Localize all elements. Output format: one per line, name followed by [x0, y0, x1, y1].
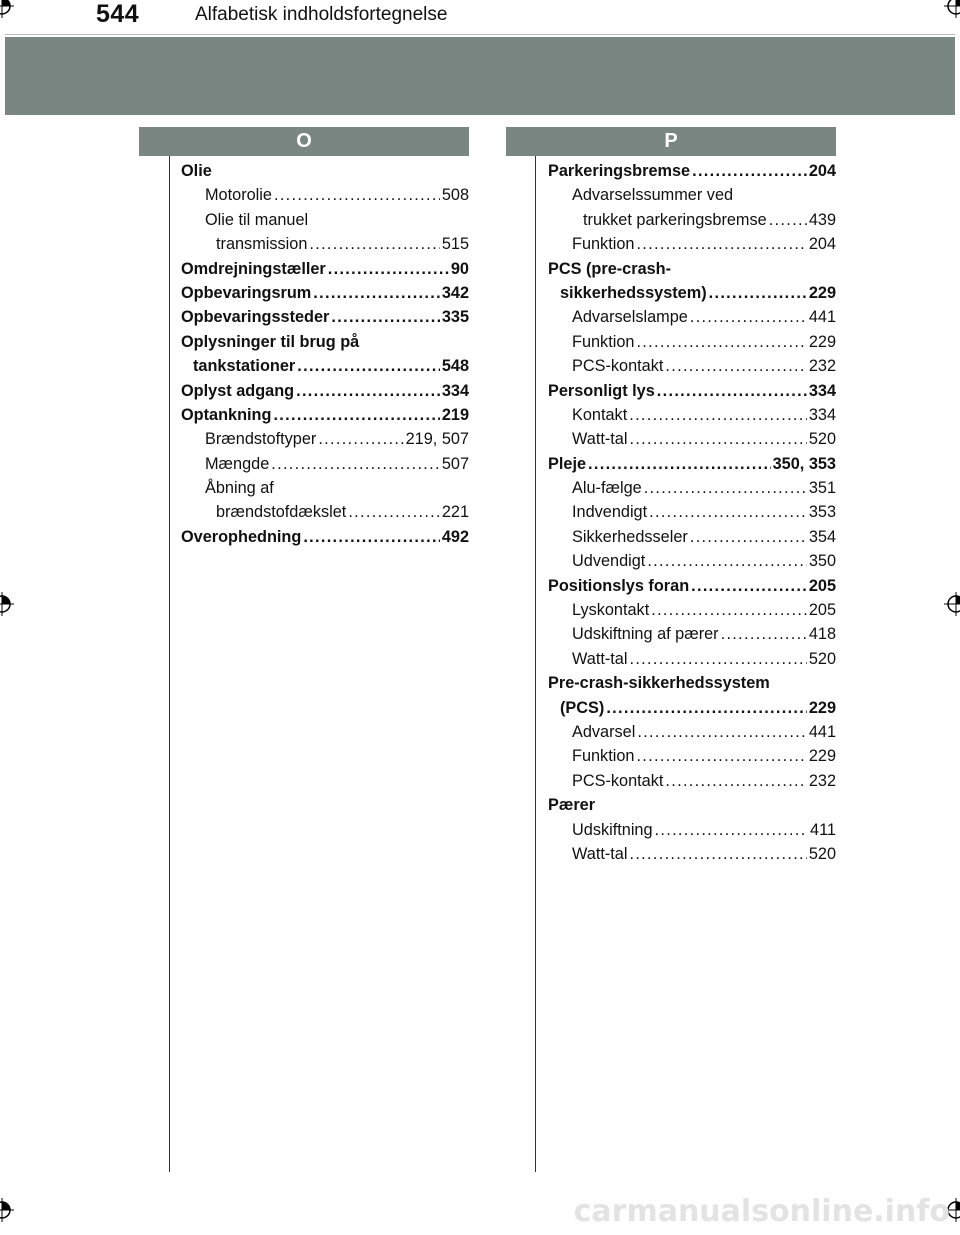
- index-entry-page: 520: [808, 649, 836, 668]
- index-entry-term: Opbevaringsrum: [181, 283, 312, 302]
- index-entry-page: 334: [808, 381, 836, 400]
- index-entry-page: 418: [808, 625, 836, 644]
- index-entry-term: Overophedning: [181, 527, 302, 546]
- index-entry-page: 350: [808, 552, 836, 571]
- index-entry: [181, 281, 469, 305]
- index-entry-term: Opbevaringssteder: [181, 308, 330, 327]
- column-divider-left: [169, 156, 170, 1172]
- index-entry-term: Funktion: [572, 332, 635, 351]
- index-entry: [548, 525, 836, 549]
- index-entry: [548, 574, 836, 598]
- index-entry-term: Advarsel: [572, 722, 636, 741]
- index-entry-term: Omdrejningstæller: [181, 259, 326, 278]
- index-entry-term: Watt-tal: [572, 844, 628, 863]
- leader-dots: [637, 720, 806, 744]
- leader-dots: [313, 281, 440, 305]
- index-entry: [548, 622, 836, 646]
- header-band: [5, 37, 955, 115]
- leader-dots: [629, 647, 806, 671]
- index-entry: [181, 208, 469, 232]
- index-entry: [548, 257, 836, 281]
- index-entry-page: 229: [808, 332, 836, 351]
- index-entry: [181, 452, 469, 476]
- index-entry-page: 351: [808, 479, 836, 498]
- index-entry: [548, 452, 836, 476]
- index-entry-term: brændstofdækslet: [216, 503, 347, 522]
- index-entry: [548, 671, 836, 695]
- index-entry: [181, 354, 469, 378]
- index-entry: [548, 842, 836, 866]
- column-divider-right: [535, 156, 536, 1172]
- index-entry-page: 219: [441, 405, 469, 424]
- index-entry: [548, 549, 836, 573]
- index-entry: [181, 476, 469, 500]
- index-entry: [548, 769, 836, 793]
- registration-mark-icon: [944, 592, 960, 616]
- index-entry-term: Funktion: [572, 747, 635, 766]
- index-entry-term: Alu-fælge: [572, 479, 642, 498]
- index-entry-page: 342: [441, 283, 469, 302]
- index-entry: [181, 159, 469, 183]
- index-entry: [548, 232, 836, 256]
- index-entry-page: 520: [808, 430, 836, 449]
- index-entry-term: Watt-tal: [572, 649, 628, 668]
- index-entry: [548, 403, 836, 427]
- index-entry-term: Oplysninger til brug på: [181, 332, 360, 351]
- index-entry-term: sikkerhedssystem): [560, 283, 707, 302]
- leader-dots: [629, 427, 806, 451]
- leader-dots: [665, 769, 806, 793]
- leader-dots: [309, 232, 439, 256]
- index-entry: [548, 354, 836, 378]
- index-entry-term: Pleje: [548, 454, 587, 473]
- leader-dots: [588, 452, 771, 476]
- header-rule: [5, 34, 955, 35]
- index-entry-term: PCS-kontakt: [572, 357, 664, 376]
- index-entry-term: Pærer: [548, 796, 596, 815]
- index-entry-term: Lyskontakt: [572, 601, 650, 620]
- index-entry-term: Motorolie: [205, 186, 272, 205]
- index-entry: [181, 305, 469, 329]
- index-entry: [181, 183, 469, 207]
- registration-mark-icon: [944, 0, 960, 18]
- index-entry-page: 90: [450, 259, 469, 278]
- header-title: Alfabetisk indholdsfortegnelse: [195, 4, 448, 25]
- leader-dots: [348, 500, 440, 524]
- index-entry-page: 219, 507: [405, 430, 469, 449]
- index-entry-term: Udskiftning: [572, 820, 653, 839]
- index-entry-page: 350, 353: [772, 454, 836, 473]
- index-entry-term: Udvendigt: [572, 552, 646, 571]
- index-entry-page: 232: [808, 357, 836, 376]
- index-entry-term: Advarselslampe: [572, 308, 688, 327]
- registration-mark-icon: [0, 1198, 14, 1222]
- index-entry: [548, 500, 836, 524]
- registration-mark-icon: [0, 592, 14, 616]
- index-column-o: [181, 159, 469, 549]
- index-entry-term: Watt-tal: [572, 430, 628, 449]
- index-entry-page: 204: [808, 162, 836, 180]
- leader-dots: [636, 232, 806, 256]
- index-entry-term: transmission: [216, 235, 308, 254]
- index-entry: [548, 720, 836, 744]
- index-entry: [181, 257, 469, 281]
- index-entry-page: 229: [808, 698, 836, 717]
- index-entry-term: Optankning: [181, 405, 272, 424]
- section-letter-o: O: [139, 127, 469, 156]
- index-entry-page: 335: [441, 308, 469, 327]
- leader-dots: [331, 305, 439, 329]
- registration-mark-icon: [0, 0, 14, 18]
- leader-dots: [318, 427, 403, 451]
- index-entry: [548, 476, 836, 500]
- leader-dots: [657, 379, 807, 403]
- index-entry: [548, 793, 836, 817]
- index-entry-page: 507: [441, 454, 469, 473]
- index-entry: [181, 330, 469, 354]
- page-number: 544: [96, 0, 140, 28]
- leader-dots: [297, 354, 440, 378]
- index-entry-term: Sikkerhedsseler: [572, 527, 688, 546]
- index-entry: [548, 379, 836, 403]
- index-entry-page: 204: [808, 235, 836, 254]
- index-entry-term: Olie: [181, 162, 212, 180]
- index-entry: [548, 818, 836, 842]
- index-entry: [181, 232, 469, 256]
- index-entry-term: Oplyst adgang: [181, 381, 295, 400]
- leader-dots: [647, 549, 807, 573]
- index-entry-page: 441: [808, 308, 836, 327]
- leader-dots: [271, 452, 440, 476]
- index-entry: [181, 500, 469, 524]
- leader-dots: [709, 281, 807, 305]
- index-entry-term: Personligt lys: [548, 381, 655, 400]
- leader-dots: [769, 208, 807, 232]
- leader-dots: [303, 525, 440, 549]
- leader-dots: [274, 183, 440, 207]
- index-entry-term: Indvendigt: [572, 503, 648, 522]
- index-entry-page: 411: [810, 820, 836, 839]
- leader-dots: [296, 379, 440, 403]
- leader-dots: [606, 696, 807, 720]
- index-entry-term: Udskiftning af pærer: [572, 625, 719, 644]
- index-entry-page: 548: [441, 357, 469, 376]
- section-letter-p: P: [506, 127, 836, 156]
- index-entry-page: 508: [441, 186, 469, 205]
- index-entry-term: Åbning af: [205, 479, 274, 498]
- leader-dots: [328, 257, 449, 281]
- index-entry-page: 439: [808, 210, 836, 229]
- index-entry-term: tankstationer: [193, 357, 296, 376]
- index-entry-page: 229: [808, 283, 836, 302]
- index-entry: [548, 281, 836, 305]
- index-entry-term: trukket parkeringsbremse: [583, 210, 767, 229]
- index-entry-term: Positionslys foran: [548, 576, 690, 595]
- leader-dots: [692, 159, 807, 183]
- index-entry: [548, 183, 836, 207]
- index-entry: [548, 305, 836, 329]
- index-entry-page: 229: [808, 747, 836, 766]
- leader-dots: [629, 842, 806, 866]
- index-entry-term: PCS (pre-crash-: [548, 259, 672, 278]
- index-entry-term: Funktion: [572, 235, 635, 254]
- leader-dots: [655, 818, 808, 842]
- index-entry-term: Advarselssummer ved: [572, 186, 734, 205]
- leader-dots: [690, 525, 807, 549]
- leader-dots: [651, 598, 807, 622]
- leader-dots: [721, 622, 807, 646]
- index-entry-page: 441: [808, 722, 836, 741]
- index-entry-page: 205: [808, 601, 836, 620]
- index-entry-page: 232: [808, 771, 836, 790]
- leader-dots: [644, 476, 807, 500]
- leader-dots: [273, 403, 439, 427]
- index-entry: [548, 330, 836, 354]
- index-entry-term: Kontakt: [572, 405, 628, 424]
- leader-dots: [649, 500, 807, 524]
- index-column-p: [548, 159, 836, 866]
- index-entry: [548, 208, 836, 232]
- index-entry-page: 353: [808, 503, 836, 522]
- index-entry-page: 205: [808, 576, 836, 595]
- index-entry: [548, 744, 836, 768]
- index-entry: [548, 598, 836, 622]
- index-entry-page: 520: [808, 844, 836, 863]
- watermark: carmanualsonline.info: [573, 1194, 950, 1229]
- leader-dots: [690, 305, 807, 329]
- index-entry: [548, 427, 836, 451]
- index-entry: [548, 696, 836, 720]
- index-entry-page: 354: [808, 527, 836, 546]
- leader-dots: [636, 744, 806, 768]
- index-entry: [548, 647, 836, 671]
- index-entry-term: Mængde: [205, 454, 270, 473]
- index-entry-term: Olie til manuel: [205, 210, 309, 229]
- index-entry-page: 221: [441, 503, 469, 522]
- index-entry-page: 492: [441, 527, 469, 546]
- index-entry: [181, 379, 469, 403]
- index-entry-term: Brændstoftyper: [205, 430, 317, 449]
- leader-dots: [636, 330, 806, 354]
- index-entry: [181, 525, 469, 549]
- index-entry-page: 334: [808, 405, 836, 424]
- index-entry-page: 515: [441, 235, 469, 254]
- index-entry-page: 334: [441, 381, 469, 400]
- index-entry-term: Parkeringsbremse: [548, 162, 691, 180]
- leader-dots: [691, 574, 807, 598]
- leader-dots: [665, 354, 806, 378]
- index-entry: [548, 159, 836, 183]
- leader-dots: [629, 403, 807, 427]
- index-entry-term: (PCS): [560, 698, 605, 717]
- index-entry-term: PCS-kontakt: [572, 771, 664, 790]
- index-entry: [181, 427, 469, 451]
- index-entry: [181, 403, 469, 427]
- index-entry-term: Pre-crash-sikkerhedssystem: [548, 674, 770, 693]
